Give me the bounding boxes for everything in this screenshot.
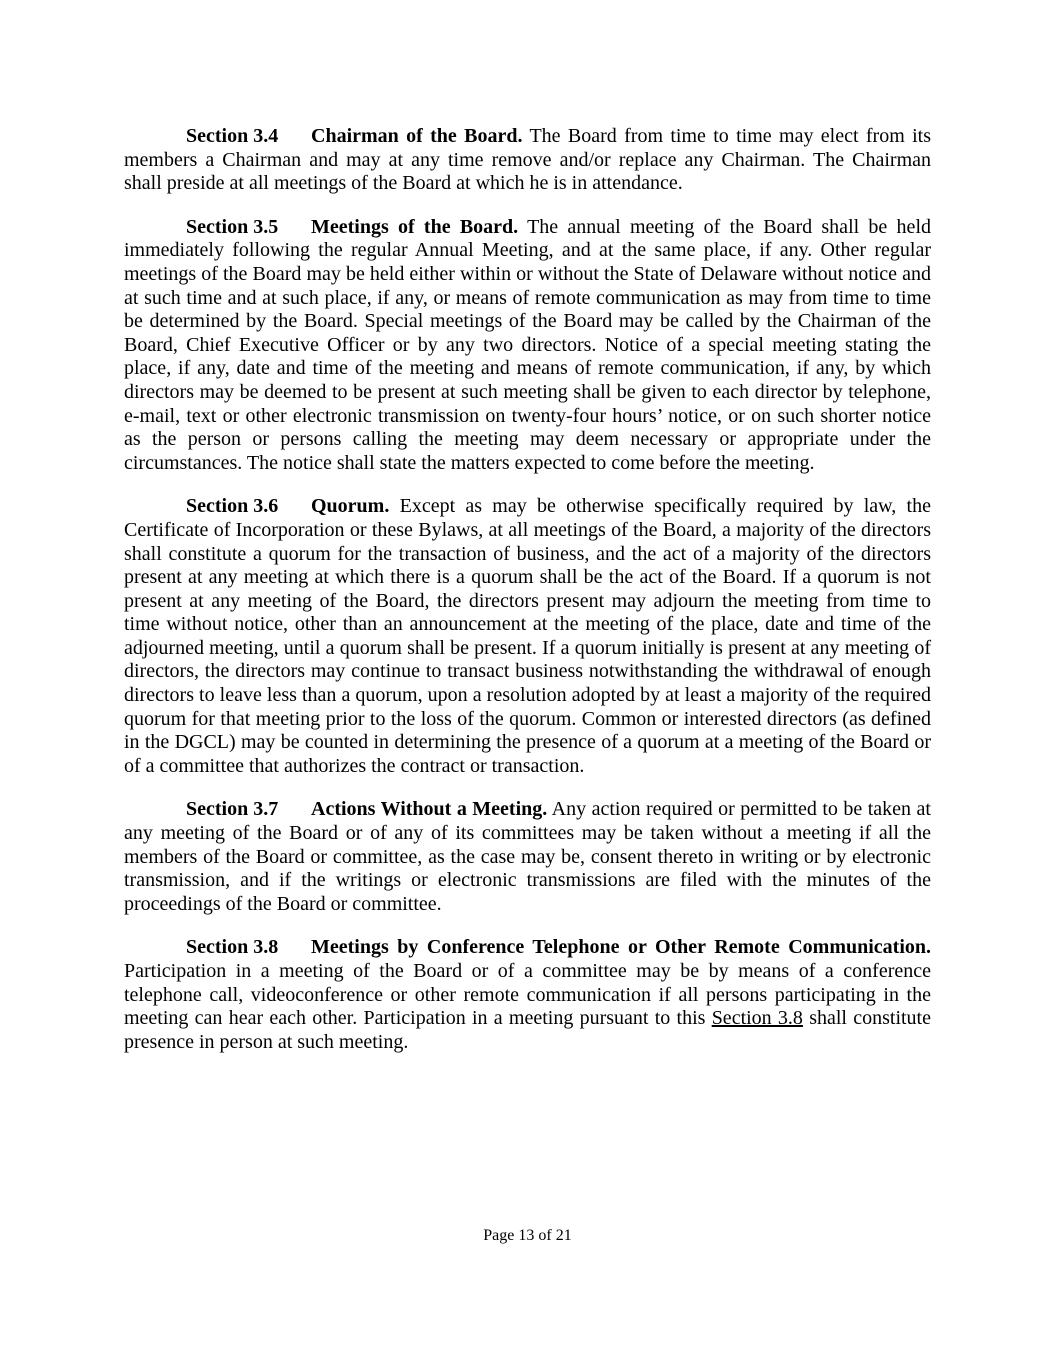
section-3-5 (124, 216, 931, 476)
section-cross-reference: Section 3.8 (711, 1007, 803, 1030)
section-text: Any action required or permitted to be taken at any meeting of the Board or of any of its committees may be taken without a meeting if all the members of the Board or committee, as the case may be, consent thereto in writing or by electronic transmission, and if the writings or electronic transmissions are filed with the minutes of the proceedings of the Board or committee. (124, 798, 931, 915)
section-title: Meetings of the Board. (311, 215, 519, 238)
section-number: Section 3.5 (186, 215, 279, 238)
section-text: Except as may be otherwise specifically required by law, the Certificate of Incorporation or these Bylaws, at all meetings of the Board, a majority of the directors shall constitute a quorum for the transaction of business, and the act of a majority of the directors present at any meeting at which there is a quorum shall be the act of the Board. If a quorum is not present at any meeting of the Board, the directors present may adjourn the meeting from time to time without notice, other than an announcement at the meeting of the place, date and time of the adjourned meeting, until a quorum shall be present. If a quorum initially is present at any meeting of directors, the directors may continue to transact business notwithstanding the withdrawal of enough directors to leave less than a quorum, upon a resolution adopted by at least a majority of the required quorum for that meeting prior to the loss of the quorum. Common or interested directors (as defined in the DGCL) may be counted in determining the presence of a quorum at a meeting of the Board or of a committee that authorizes the contract or transaction. (124, 495, 931, 777)
section-text: The annual meeting of the Board shall be held immediately following the regular Annual Meeting, and at the same place, if any. Other regular meetings of the Board may be held either within or without the State of Delaware without notice and at such time and at such place, if any, or means of remote communication as may from time to time be determined by the Board. Special meetings of the Board may be called by the Chairman of the Board, Chief Executive Officer or by any two directors. Notice of a special meeting stating the place, if any, date and time of the meeting and means of remote communication, if any, by which directors may be deemed to be present at such meeting shall be given to each director by telephone, e-mail, text or other electronic transmission on twenty-four hours’ notice, or on such shorter notice as the person or persons calling the meeting may deem necessary or appropriate under the circumstances. The notice shall state the matters expected to come before the meeting. (124, 215, 931, 474)
section-3-6 (124, 495, 931, 778)
section-title: Meetings by Conference Telephone or Other Remote Communication. (311, 936, 931, 959)
section-3-4 (124, 125, 931, 196)
section-text: The Board from time to time may elect from its members a Chairman and may at any time remove and/or replace any Chairman. The Chairman shall preside at all meetings of the Board at which he is in attendance. (124, 125, 931, 195)
section-text-after: shall constitute presence in person at such meeting. (124, 1007, 931, 1053)
section-number: Section 3.7 (186, 798, 279, 821)
page-number: Page 13 of 21 (483, 1227, 572, 1244)
section-number: Section 3.4 (186, 125, 279, 147)
section-number: Section 3.8 (186, 936, 279, 959)
document-body (124, 125, 931, 1074)
section-title: Quorum. (311, 495, 390, 518)
section-text: Participation in a meeting of the Board or of a committee may be by means of a conference telephone call, videoconference or other remote communication if all persons participating in the meeting can hear each other. Participation in a meeting pursuant to this (124, 960, 931, 1030)
section-3-8 (124, 936, 931, 1054)
section-3-7 (124, 798, 931, 916)
section-title: Actions Without a Meeting. (311, 798, 548, 821)
section-number: Section 3.6 (186, 495, 279, 518)
section-title: Chairman of the Board. (311, 125, 523, 147)
